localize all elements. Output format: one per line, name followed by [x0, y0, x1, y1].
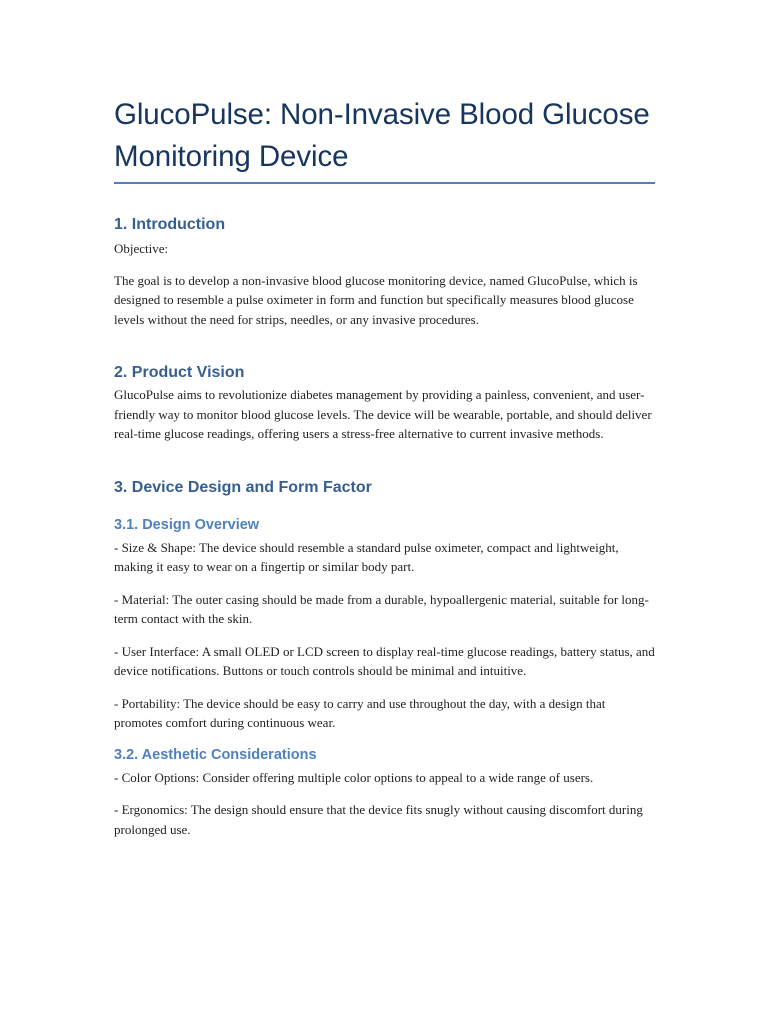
aesthetic-item-ergonomics: - Ergonomics: The design should ensure that the device fits snugly without causing discomfort during prolonged use.	[114, 802, 643, 837]
goal-paragraph: The goal is to develop a non-invasive blood glucose monitoring device, named GlucoPulse, which is designed to resemble a pulse oximeter in form and function but specifically measures blood glucose levels without the need for strips, needles, or any invasive procedures.	[114, 272, 638, 327]
design-item-material: - Material: The outer casing should be made from a durable, hypoallergenic material, suitable for long-term contact with the skin.	[114, 591, 649, 626]
document-page	[114, 94, 655, 839]
section-heading-product-vision: 2. Product Vision	[114, 364, 245, 381]
product-vision-paragraph: GlucoPulse aims to revolutionize diabetes management by providing a painless, convenient, and user-friendly way to monitor blood glucose levels. The device will be wearable, portable, and should deliver real-time glucose readings, offering users a stress-free alternative to current invasive methods.	[114, 387, 652, 441]
section-heading-introduction: 1. Introduction	[114, 216, 226, 233]
subsection-heading-design-overview: 3.1. Design Overview	[114, 516, 260, 533]
aesthetic-item-color-options: - Color Options: Consider offering multiple color options to appeal to a wide range of users.	[114, 769, 594, 785]
section-heading-device-design: 3. Device Design and Form Factor	[114, 478, 372, 496]
title-divider	[114, 182, 655, 184]
objective-label: Objective:	[114, 241, 169, 256]
design-item-user-interface: - User Interface: A small OLED or LCD screen to display real-time glucose readings, battery status, and device notifications. Buttons or touch controls should be minimal and intuitive.	[114, 643, 655, 678]
subsection-heading-aesthetic-considerations: 3.2. Aesthetic Considerations	[114, 746, 317, 763]
design-item-portability: - Portability: The device should be easy to carry and use throughout the day, with a design that promotes comfort during continuous wear.	[114, 695, 606, 730]
document-title: GlucoPulse: Non-Invasive Blood Glucose Monitoring Device	[114, 98, 650, 173]
design-item-size-shape: - Size & Shape: The device should resemble a standard pulse oximeter, compact and lightweight, making it easy to wear on a fingertip or similar body part.	[114, 539, 619, 574]
